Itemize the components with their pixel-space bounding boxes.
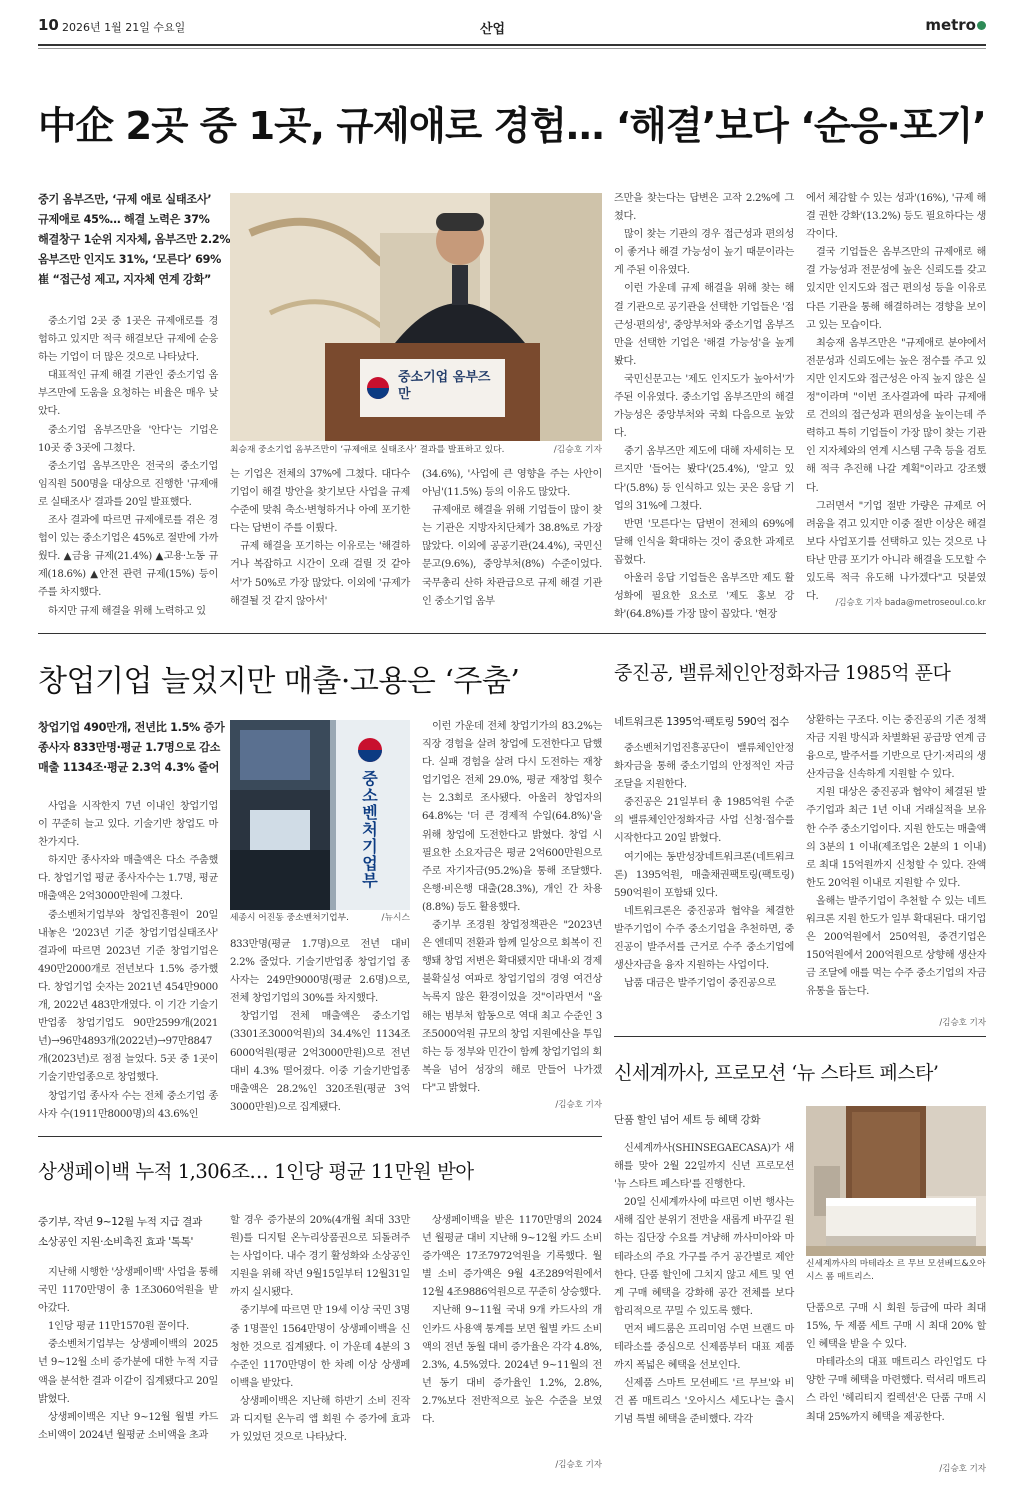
article4-byline: /김승호 기자 bbox=[555, 1460, 602, 1470]
metro-logo: metro bbox=[925, 16, 986, 34]
article2-col2: 833만명(평균 1.7명)으로 전년 대비 2.2% 줄었다. 기술기반업종 창업기업 종사자는 249만9000명(평균 2.6명)으로, 전체 창업기업의 30%를 차지했다. 창업기업 전체 매출액은 중소기업(3301조3000억원)의 34.4%인 1134조6000억원(평균 2억3000만원)으로 전년 대비 4.3% 떨어졌다. 이중 기술기반업종 매출액은 28.2%인 320조원(평균 3억3000만원)으로 집계됐다. bbox=[230, 939, 410, 1113]
article2-caption: 세종시 어진동 중소벤처기업부. /뉴시스 bbox=[230, 913, 410, 923]
subhead-line: 해결창구 1순위 지자체, 옴부즈만 2.2% bbox=[38, 233, 231, 246]
ombudsman-photo bbox=[230, 193, 602, 441]
subhead-line: 소상공인 지원·소비촉진 효과 '톡톡' bbox=[38, 1236, 194, 1248]
subhead-line: 崔 “접근성 제고, 지자체 연계 강화” bbox=[38, 273, 212, 286]
article3-byline: /김승호 기자 bbox=[939, 1018, 986, 1028]
article1-byline: /김승호 기자 bada@metroseoul.co.kr bbox=[835, 598, 986, 608]
article5-col2: 단품으로 구매 시 회원 등급에 따라 최대 15%, 두 제품 세트 구매 시 최대 20% 할인 혜택을 받을 수 있다. 마테라소의 대표 매트리스 라인업도 다양한 구매 혜택을 마련했다. 럭셔리 매트리스 라인 '헤리티지 컬렉션'은 단품 구매 시 최대 25%까지 혜택을 제공한다. bbox=[806, 1303, 986, 1423]
divider-3 bbox=[614, 1036, 986, 1037]
ministry-sign-text: 중소벤처기업부 bbox=[362, 769, 378, 890]
subhead-line: 창업기업 490만개, 전년比 1.5% 증가 bbox=[38, 721, 225, 734]
speaker-at-podium-image bbox=[230, 193, 602, 441]
logo-dot-icon bbox=[977, 21, 986, 30]
article2-col1: 사업을 시작한지 7년 이내인 창업기업이 꾸준히 늘고 있다. 기술기반 창업도 마찬가지다. 하지만 종사자와 매출액은 다소 주춤했다. 창업기업 평균 종사자수는 1.7명, 평균 매출액은 2억3000만원에 그쳤다. 중소벤처기업부와 창업진흥원이 20일 내놓은 '2023년 기준 창업기업실태조사' 결과에 따르면 2023년 기준 창업기업은 490만2000개로 전년보다 1.5% 증가했다. 창업기업 숫자는 2021년 454만9000개, 2022년 483만개였다. 이 기간 기술기반업종 창업기업도 90만2599개(2021년)→96만4893개(2022년)→97만8847개(2023년)로 점점 늘었다. 5곳 중 1곳이 기술기반업종으로 창업했다. 창업기업 종사자 수는 전체 중소기업 종사자 수(1911만8000명)의 43.6%인 bbox=[38, 801, 218, 1120]
photo-credit: /뉴시스 bbox=[381, 913, 410, 923]
photo-credit: /김승호 기자 bbox=[553, 445, 602, 455]
article1-col3: (34.6%), '사업에 큰 영향을 주는 사안이 아님'(11.5%) 등의 이유도 많았다. 규제애로 해결을 위해 기업들이 많이 찾는 기관은 지방자치단체가 38.8%로 가장 많았다. 이외에 공공기관(24.4%), 국민신문고(9.6%), 중앙부처(8%) 수준이었다. 국무총리 산하 차관급으로 규제 해결 기관인 중소기업 옴부 bbox=[422, 469, 602, 607]
subhead-line: 종사자 833만명·평균 1.7명으로 감소 bbox=[38, 741, 221, 754]
article2-headline: 창업기업 늘었지만 매출·고용은 ‘주춤’ bbox=[38, 664, 520, 699]
article2-subheads bbox=[38, 718, 225, 778]
subhead-line: 중기 옴부즈만, ‘규제 애로 실태조사’ bbox=[38, 193, 212, 206]
article5-caption: 신세계까사의 마테라소 르 무브 모션베드&오아시스 폼 매트리스. bbox=[806, 1259, 986, 1282]
article1-headline: 中企 2곳 중 1곳, 규제애로 경험… ‘해결’보다 ‘순응·포기’ bbox=[38, 104, 986, 149]
ministry-photo bbox=[230, 720, 410, 910]
header-rule bbox=[38, 44, 986, 46]
article1-subheads bbox=[38, 190, 231, 290]
divider-1 bbox=[38, 633, 986, 634]
article1-col5: 에서 체감할 수 있는 성과'(16%), '규제 해결 권한 강화'(13.2%) 등도 필요하다는 생각이다. 결국 기업들은 옴부즈만의 규제애로 해결 가능성과 전문성에 높은 신뢰도를 갖고 있지만 인지도와 접근 편의성 등을 이유로 다른 기관을 통해 해결하려는 경향을 보이고 있는 모습이다. 최승재 옴부즈만은 "규제애로 분야에서 전문성과 신뢰도에는 높은 점수를 주고 있지만 인지도와 접근성은 아직 높지 않은 실정"이라며 "이번 조사결과에 따라 규제애로 건의의 접근성과 편의성을 높이는데 주력하고 특히 기업들이 가장 많이 찾는 기관인 지자체와의 연계 시스템 구축 등을 검토해 적극 추진해 나갈 계획"이라고 강조했다. 그러면서 "기업 절반 가량은 규제로 어려움을 겪고 있지만 이중 절반 이상은 해결보다 사업포기를 선택하고 있는 것으로 나타난 만큼 포기가 아니라 해결을 도모할 수 있도록 적극 유도해 나가겠다"고 덧붙였다. bbox=[806, 193, 986, 603]
subhead-line: 중기부, 작년 9~12월 누적 지급 결과 bbox=[38, 1216, 202, 1228]
article1-col2: 는 기업은 전체의 37%에 그쳤다. 대다수 기업이 해결 방안을 찾기보단 사업을 규제수준에 맞춰 축소·변형하거나 아예 포기한다는 답변이 주를 이뤘다. 규제 해결을 포기하는 이유로는 '해결하거나 복잡하고 시간이 오래 걸릴 것 같아서'가 50%로 가장 많았다. 이외에 '규제가 해결될 것 같지 않아서' bbox=[230, 469, 410, 607]
page-header bbox=[38, 16, 986, 44]
article1-caption: 최승재 중소기업 옴부즈만이 ‘규제애로 실태조사’ 결과를 발표하고 있다. /김승호 기자 bbox=[230, 445, 602, 455]
article2-byline: /김승호 기자 bbox=[555, 1100, 602, 1110]
article3-col1: 중소벤처기업진흥공단이 밸류체인안정화자금을 통해 중소기업의 안정적인 자금조달을 지원한다. 중진공은 21일부터 총 1985억원 수준의 밸류체인안정화자금 사업 신청·접수를 시작한다고 20일 밝혔다. 여기에는 동반성장네트워크론(네트워크론) 1395억원, 매출채권팩토링(팩토링) 590억원이 포함돼 있다. 네트워크론은 중진공과 협약을 체결한 발주기업이 수주 중소기업을 추천하면, 중진공이 발주서를 근거로 수주 중소기업에 생산자금을 융자 지원하는 사업이다. 납품 대금은 발주기업이 중진공으로 bbox=[614, 743, 794, 990]
article3-headline: 중진공, 밸류체인안정화자금 1985억 푼다 bbox=[614, 662, 951, 684]
page-number: 10 bbox=[38, 16, 59, 34]
header-rule-thin bbox=[38, 48, 986, 49]
subhead-line: 옴부즈만 인지도 31%, ‘모른다’ 69% bbox=[38, 253, 222, 266]
article4-col3: 상생페이백을 받은 1170만명의 2024년 월평균 대비 지난해 9~12월 카드 소비 증가액은 17조7972억원을 기록했다. 월별 소비 증가액은 9월 4조289억원에서 12월 4조9886억원으로 꾸준히 상승했다. 지난해 9~11월 국내 9개 카드사의 개인카드 사용액 통계를 보면 월별 카드 소비액의 전년 동월 대비 증가율은 각각 4.8%, 2.3%, 4.5%였다. 2024년 9~11월의 전년 동기 대비 증가율인 1.2%, 2.8%, 2.7%보다 전반적으로 높은 수준을 보였다. bbox=[422, 1215, 602, 1426]
article5-headline: 신세계까사, 프로모션 ‘뉴 스타트 페스타’ bbox=[614, 1062, 939, 1084]
article3-col2: 상환하는 구조다. 이는 중진공의 기존 정책자금 지원 방식과 차별화된 공급망 연계 금융으로, 발주서를 기반으로 단기·저리의 생산자금을 신속하게 지원할 수 있다. 지원 대상은 중진공과 협약이 체결된 발주기업과 최근 1년 이내 거래실적을 보유한 수주 중소기업이다. 지원 한도는 매출액의 3분의 1 이내(제조업은 2분의 1 이내)로 최대 15억원까지 신청할 수 있다. 잔액 한도 20억원 이내로 지원할 수 있다. 올해는 발주기업이 추천할 수 있는 네트워크론 지원 한도가 일부 확대된다. 대기업은 200억원에서 250억원, 중견기업은 150억원에서 200억원으로 상향해 생산자금 조달에 애를 먹는 수주 중소기업의 자금 유통을 돕는다. bbox=[806, 715, 986, 998]
article2-col3: 이런 가운데 전체 창업기가의 83.2%는 직장 경험을 살려 창업에 도전한다고 답했다. 실패 경험을 살려 다시 도전하는 재창업기업은 전체 29.0%, 평균 재창업 횟수는 2.3회로 조사됐다. 아울러 창업자의 64.8%는 '더 큰 경제적 수입(64.8%)'을 위해 창업에 도전한다고 밝혔다. 창업 시 필요한 소요자금은 평균 2억600만원으로 주로 자기자금(95.2%)을 통해 조달했다. 은행·비은행 대출(28.3%), 개인 간 차용(8.8%) 등도 활용했다. 중기부 조경원 창업정책관은 "2023년은 엔데믹 전환과 함께 일상으로 회복이 진행돼 창업 저변은 확대됐지만 대내·외 경제 불확실성 여파로 창업기업의 경영 여건상 녹록지 않은 환경이었을 것"이라면서 "올해는 범부처 합동으로 역대 최고 수준인 3조5000억원 규모의 창업 지원예산을 투입하는 등 정부와 민간이 함께 창업기업의 회복을 넘어 성장의 해로 만들어 나가겠다"고 밝혔다. bbox=[422, 721, 602, 1094]
motion-bed-image bbox=[806, 1106, 986, 1256]
section-label: 산업 bbox=[480, 22, 506, 37]
subhead-line: 규제애로 45%… 해결 노력은 37% bbox=[38, 213, 210, 226]
article4-col2: 할 경우 증가분의 20%(4개월 최대 33만원)를 디지털 온누리상품권으로 되돌려주는 사업이다. 내수 경기 활성화와 소상공인 지원을 위해 작년 9월15일부터 12월31일까지 실시됐다. 중기부에 따르면 만 19세 이상 국민 3명 중 1명꼴인 1564만명이 상생페이백을 신청한 것으로 집계됐다. 이 가운데 4분의 3 수준인 1170만명이 한 차례 이상 상생페이백을 받았다. 상생페이백은 지난해 하반기 소비 진작과 디지털 온누리 앱 회원 수 증가에 효과가 있었던 것으로 나타났다. bbox=[230, 1215, 410, 1444]
subhead-line: 매출 1134조·평균 2.3억 4.3% 줄어 bbox=[38, 761, 220, 774]
podium-sign-text: 중소기업 옴부즈만 bbox=[398, 370, 491, 402]
article5-col1: 신세계까사(SHINSEGAECASA)가 새해를 맞아 2월 22일까지 신년 프로모션 '뉴 스타트 페스타'를 진행한다. 20일 신세계까사에 따르면 이번 행사는 새해 집안 분위기 전반을 새롭게 바꾸길 원하는 집단장 수요를 겨냥해 까사미아와 마테라소의 주요 가구를 주거 공간별로 제안한다. 단품 할인에 그치지 않고 세트 및 연계 구매 혜택을 강화해 공간 전체를 보다 합리적으로 꾸밀 수 있도록 했다. 먼저 베드룸은 프리미엄 수면 브랜드 마테라소를 중심으로 신제품부터 대표 제품까지 폭넓은 혜택을 선보인다. 신제품 스마트 모션베드 '르 무브'와 비건 폼 매트리스 '오아시스 세도나'는 출시 기념 특별 혜택을 준비했다. 각각 bbox=[614, 1143, 794, 1426]
article5-subhead: 단품 할인 넘어 세트 등 혜택 강화 bbox=[614, 1114, 761, 1126]
article4-subheads bbox=[38, 1212, 218, 1252]
issue-date: 2026년 1월 21일 수요일 bbox=[62, 21, 186, 34]
article4-headline: 상생페이백 누적 1,306조… 1인당 평균 11만원 받아 bbox=[38, 1160, 474, 1183]
bedroom-photo bbox=[806, 1106, 986, 1256]
article5-byline: /김승호 기자 bbox=[939, 1464, 986, 1474]
article1-col1: 중소기업 2곳 중 1곳은 규제애로를 경험하고 있지만 적극 해결보단 규제에 순응하는 기업이 더 많은 것으로 나타났다. 대표적인 규제 해결 기관인 중소기업 옴부즈만에 도움을 요청하는 비율은 매우 낮았다. 중소기업 옴부즈만을 '안다'는 기업은 10곳 중 3곳에 그쳤다. 중소기업 옴부즈만은 전국의 중소기업 임직원 500명을 대상으로 진행한 '규제애로 실태조사' 결과를 20일 발표했다. 조사 결과에 따르면 규제애로를 겪은 경험이 있는 중소기업은 45%로 절반에 가까웠다. ▲금융 규제(21.4%) ▲고용·노동 규제(18.6%) ▲안전 관련 규제(15%) 등이 주를 차지했다. 하지만 규제 해결을 위해 노력하고 있 bbox=[38, 316, 218, 617]
article1-col4: 즈만을 찾는다는 답변은 고작 2.2%에 그쳤다. 많이 찾는 기관의 경우 접근성과 편의성이 좋거나 해결 가능성이 높기 때문이라는게 주된 이유였다. 이런 가운데 규제 해결을 위해 찾는 해결 기관으로 공기관을 선택한 기업들은 '접근성·편의성', 중앙부처와 중소기업 옴부즈만을 선택한 기업은 '해결 가능성'을 높게 봤다. 국민신문고는 '제도 인지도가 높아서'가 주된 이유였다. 중소기업 옴부즈만의 해결 가능성은 중앙부처와 국회 다음으로 높았다. 중기 옴부즈만 제도에 대해 자세히는 모르지만 '들어는 봤다'(25.4%), '알고 있다'(5.8%) 등 인식하고 있는 곳은 응답 기업의 31%에 그쳤다. 반면 '모른다'는 답변이 전체의 69%에 달해 인식을 확대하는 것이 중요한 과제로 꼽혔다. 아울러 응답 기업들은 옴부즈만 제도 활성화에 필요한 요소로 '제도 홍보 강화'(64.8%)를 가장 많이 꼽았다. '현장 bbox=[614, 193, 794, 621]
article3-subhead: 네트워크론 1395억·팩토링 590억 접수 bbox=[614, 716, 789, 728]
divider-2 bbox=[38, 1136, 602, 1137]
article4-col1: 지난해 시행한 '상생페이백' 사업을 통해 국민 1170만명이 총 1조3060억원을 받아갔다. 1인당 평균 11만1570원 꼴이다. 중소벤처기업부는 상생페이백의 2025년 9~12월 소비 증가분에 대한 누적 지급액을 분석한 결과 이같이 집계됐다고 20일 밝혔다. 상생페이백은 지난 9~12월 월별 카드 소비액이 2024년 월평균 소비액을 초과 bbox=[38, 1267, 218, 1441]
